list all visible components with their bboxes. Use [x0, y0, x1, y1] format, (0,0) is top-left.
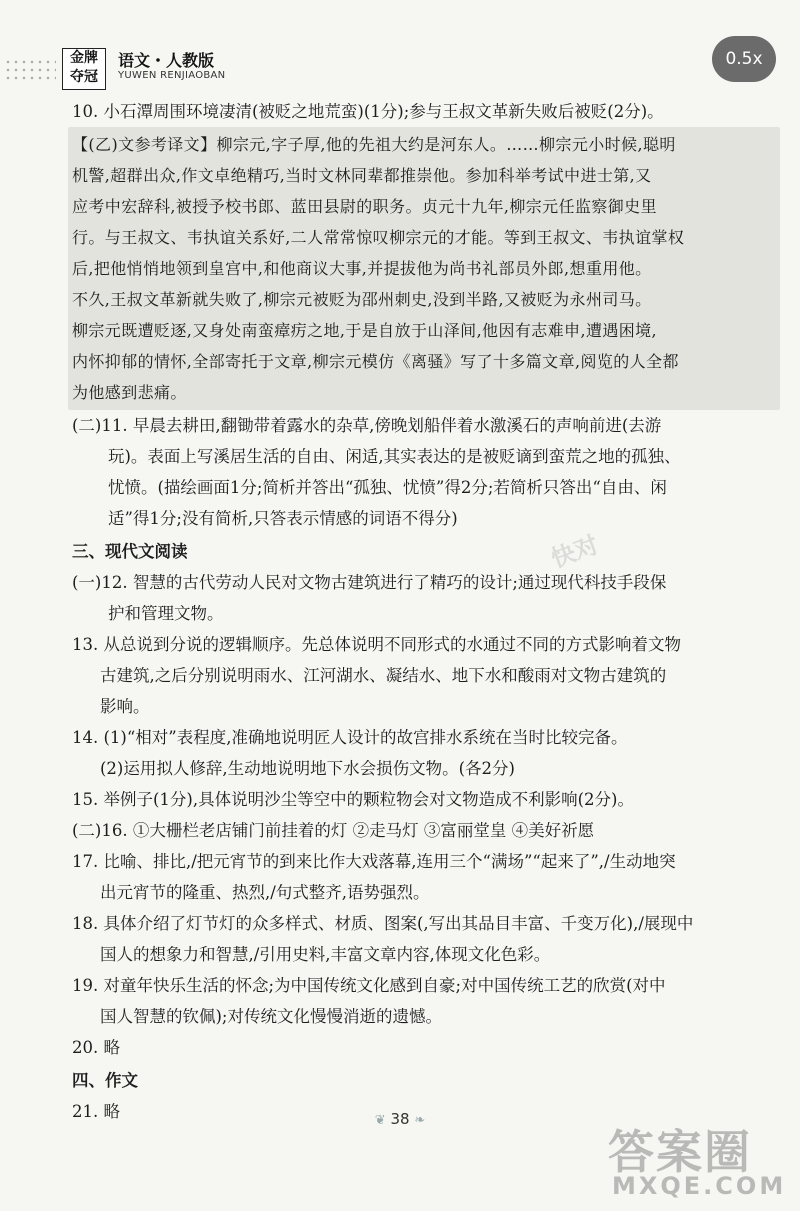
answer-line: (二)11. 早晨去耕田,翻锄带着露水的杂草,傍晚划船伴着水激溪石的声响前进(去游	[72, 416, 662, 435]
answer-content	[72, 96, 784, 1127]
translation-line: 内怀抑郁的情怀,全部寄托于文章,柳宗元模仿《离骚》写了十多篇文章,阅览的人全都	[72, 352, 679, 371]
translation-line: 行。与王叔文、韦执谊关系好,二人常常惊叹柳宗元的才能。等到王叔文、韦执谊掌权	[72, 228, 685, 247]
answer-line: 18. 具体介绍了灯节灯的众多样式、材质、图案(,写出其品目丰富、千变万化),/展现中	[72, 914, 694, 933]
answer-line: 忧愤。(描绘画面1分;简析并答出“孤独、忧愤”得2分;若简析只答出“自由、闲	[108, 478, 667, 497]
header-subtitle: YUWEN RENJIAOBAN	[118, 70, 226, 81]
translation-line: 柳宗元既遭贬逐,又身处南蛮瘴疠之地,于是自放于山泽间,他因有志难申,遭遇困境,	[72, 321, 658, 340]
translation-line: 机警,超群出众,作文卓绝精巧,当时文林同辈都推崇他。参加科举考试中进士第,又	[72, 166, 652, 185]
translation-block	[68, 127, 780, 410]
logo-top: 金牌	[70, 50, 98, 66]
site-watermark: 答案圈	[608, 1125, 752, 1179]
answer-line: 17. 比喻、排比,/把元宵节的到来比作大戏落幕,连用三个“满场”“起来了”,/生动地突	[72, 852, 676, 871]
translation-line: 后,把他悄悄地领到皇宫中,和他商议大事,并提拔他为尚书礼部员外郎,想重用他。	[72, 259, 652, 278]
zoom-level-button[interactable]: 0.5x	[712, 36, 776, 82]
answer-line: 20. 略	[72, 1038, 120, 1057]
answer-line: 13. 从总说到分说的逻辑顺序。先总体说明不同形式的水通过不同的方式影响着文物	[72, 635, 681, 654]
header-title: 语文・人教版	[118, 51, 215, 70]
answer-line: 15. 举例子(1分),具体说明沙尘等空中的颗粒物会对文物造成不利影响(2分)。	[72, 790, 634, 809]
stamp-watermark: 快对	[547, 530, 603, 574]
answer-line: 出元宵节的隆重、热烈,/句式整齐,语势强烈。	[100, 883, 430, 902]
answer-line: 10. 小石潭周围环境凄清(被贬之地荒蛮)(1分);参与王叔文革新失败后被贬(2分)。	[72, 102, 664, 121]
translation-line: 为他感到悲痛。	[72, 383, 187, 402]
answer-line: (二)16. ①大栅栏老店铺门前挂着的灯 ②走马灯 ③富丽堂皇 ④美好祈愿	[72, 821, 595, 840]
answer-line: 古建筑,之后分别说明雨水、江河湖水、凝结水、地下水和酸雨对文物古建筑的	[100, 666, 667, 685]
answer-line: 14. (1)“相对”表程度,准确地说明匠人设计的故宫排水系统在当时比较完备。	[72, 728, 628, 747]
answer-line: 国人的想象力和智慧,/引用史料,丰富文章内容,体现文化色彩。	[100, 945, 551, 964]
answer-line: 适”得1分;没有简析,只答表示情感的词语不得分)	[108, 509, 458, 528]
decorative-dots	[4, 58, 56, 84]
section-heading: 三、现代文阅读	[72, 542, 188, 561]
answer-line: 护和管理文物。	[108, 604, 224, 623]
translation-line: 应考中宏辞科,被授予校书郎、蓝田县尉的职务。贞元十九年,柳宗元任监察御史里	[72, 197, 657, 216]
logo-bottom: 夺冠	[70, 69, 98, 85]
site-url-watermark: MXQE.COM	[612, 1172, 787, 1200]
answer-line: (2)运用拟人修辞,生动地说明地下水会损伤文物。(各2分)	[100, 759, 515, 778]
brand-logo	[62, 48, 106, 90]
leaf-left-icon: ❦	[374, 1113, 386, 1128]
answer-line: 玩)。表面上写溪居生活的自由、闲适,其实表达的是被贬谪到蛮荒之地的孤独、	[108, 447, 681, 466]
answer-line: 21. 略	[72, 1102, 120, 1121]
answer-line: 19. 对童年快乐生活的怀念;为中国传统文化感到自豪;对中国传统工艺的欣赏(对中	[72, 976, 666, 995]
answer-line: (一)12. 智慧的古代劳动人民对文物古建筑进行了精巧的设计;通过现代科技手段保	[72, 573, 667, 592]
answer-line: 影响。	[100, 697, 150, 716]
section-heading: 四、作文	[72, 1071, 138, 1090]
translation-line: 【(乙)文参考译文】柳宗元,字子厚,他的先祖大约是河东人。……柳宗元小时候,聪明	[72, 135, 676, 154]
translation-line: 不久,王叔文革新就失败了,柳宗元被贬为邵州刺史,没到半路,又被贬为永州司马。	[72, 290, 652, 309]
leaf-right-icon: ❧	[414, 1113, 426, 1128]
answer-line: 国人智慧的钦佩);对传统文化慢慢消逝的遗憾。	[100, 1007, 442, 1026]
page-number: 38	[390, 1110, 410, 1128]
